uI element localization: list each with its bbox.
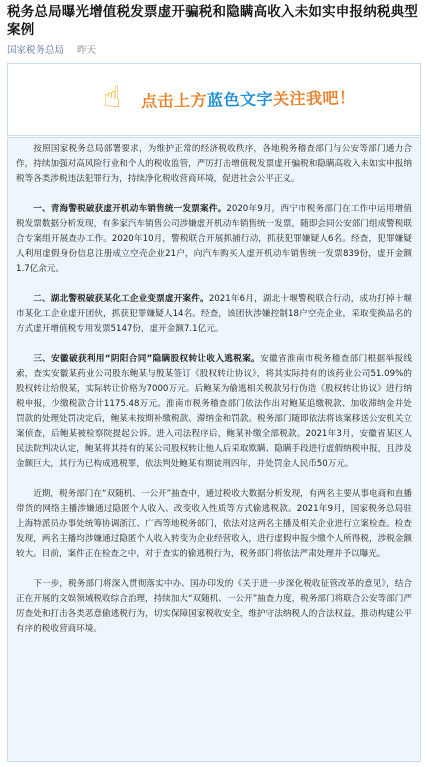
- case3-heading: 三、安徽破获利用“阴阳合同”隐瞒股权转让收入逃税案。: [33, 354, 261, 364]
- streamer-paragraph: 近期，税务部门在“双随机、一公开”抽查中，通过税收大数据分析发现，有两名主要从事电商和直播带货的网络主播涉嫌通过隐匿个人收入、改变收入性质等方式偷逃税款。2021年9月，国家税务总局驻上海特派员办事处统筹协调浙江、广西等地税务部门，依法对这两名主播及相关企业进行立案检查。检查发现，两名主播均涉嫌通过隐匿个人收入转变为企业经营收入，进行虚假申报少缴个人所得税，涉税金额较大。目前，案件正在检查之中，对于查实的偷逃税行为，税务部门将依法严肃处理并予以曝光。: [16, 489, 412, 559]
- cta-highlight: 蓝色文字: [206, 89, 274, 110]
- follow-cta-text: [141, 87, 356, 113]
- follow-banner: [7, 63, 421, 136]
- publish-time: 昨天: [77, 45, 97, 56]
- pointing-hand-icon: ☝: [103, 80, 122, 115]
- article-meta: [7, 45, 96, 57]
- article-title: 税务总局曝光增值税发票虚开骗税和隐瞒高收入未如实申报纳税典型案例: [7, 4, 418, 38]
- article-body: [7, 137, 421, 762]
- case3-text: 安徽省淮南市税务稽查部门根据举报线索，查实安徽某药业公司股东鲍某与殷某签订《股权转让协议》，将其实际持有的该药业公司51.09%的股权转让给殷某，实际转让价格为7000万元。后鲍某为偷逃相关税款另行伪造《股权转让协议》进行纳税申报，少缴税款合计1175.48万元。淮南市税务稽查部门依法作出对鲍某追缴税款、加收滞纳金并处罚款的处理处罚决定后，鲍某未按期补缴税款、滞纳金和罚款。税务部门随即依法将该案移送公安机关立案侦查，后鲍某被检察院提起公诉。进入司法程序后，鲍某补缴全部税款。2021年3月，安徽省某区人民法院判决认定，鲍某将其持有的某公司股权转让他人后采取欺瞒、隐瞒手段进行虚假纳税申报，且涉及金额巨大，其行为已构成逃税罪，依法判处鲍某有期徒刑四年，并处罚金人民币50万元。: [16, 354, 412, 469]
- case2-paragraph: [16, 292, 412, 337]
- case2-text: 2021年6月，湖北十堰警税联合行动，成功打掉十堰市某化工企业虚开团伙，抓获犯罪嫌疑人14名。经查，该团伙涉嫌控制18户空壳企业，采取变换品名的方式虚开增值税专用发票5147份，虚开金额7.1亿元。: [16, 294, 412, 334]
- intro-paragraph: 按照国家税务总局部署要求，为维护正常的经济税收秩序，各地税务稽查部门与公安等部门通力合作，持续加强对高风险行业和个人的税收监管，严厉打击增值税发票虚开骗税和隐瞒高收入未如实申报纳税等各类涉税违法犯罪行为，持续净化税收营商环境，促进社会公平正义。: [16, 144, 412, 184]
- cta-suffix: 关注我吧！: [272, 88, 356, 109]
- case3-paragraph: [16, 352, 412, 472]
- case1-paragraph: [16, 202, 412, 277]
- case2-heading: 二、湖北警税破获某化工企业变票虚开案件。: [33, 294, 209, 304]
- cta-prefix: 点击上方: [140, 90, 208, 111]
- case1-text: 2020年9月，西宁市税务部门在工作中运用增值税发票数据分析发现，有多家汽车销售公司涉嫌虚开机动车销售统一发票，随即会同公安部门组成警税联合专案组开展查办工作。2020年10月，警税联合开展抓捕行动，抓获犯罪嫌疑人6名。经查，犯罪嫌疑人利用虚假身份信息注册成立空壳企业21户，向汽车购买人虚开机动车销售统一发票839份，虚开金额1.7亿余元。: [16, 204, 412, 274]
- account-name-link[interactable]: 国家税务总局: [7, 45, 65, 56]
- next-step-paragraph: 下一步，税务部门将深入贯彻落实中办、国办印发的《关于进一步深化税收征管改革的意见》，结合正在开展的文娱领域税收综合治理，持续加大“双随机、一公开”抽查力度，税务部门将联合公安等部门严厉查处和打击各类恶意偷逃税行为，切实保障国家税收安全，维护守法纳税人的合法权益，推动构建公平有序的税收营商环境。: [16, 579, 412, 634]
- case1-heading: 一、青海警税破获虚开机动车销售统一发票案件。: [33, 204, 227, 214]
